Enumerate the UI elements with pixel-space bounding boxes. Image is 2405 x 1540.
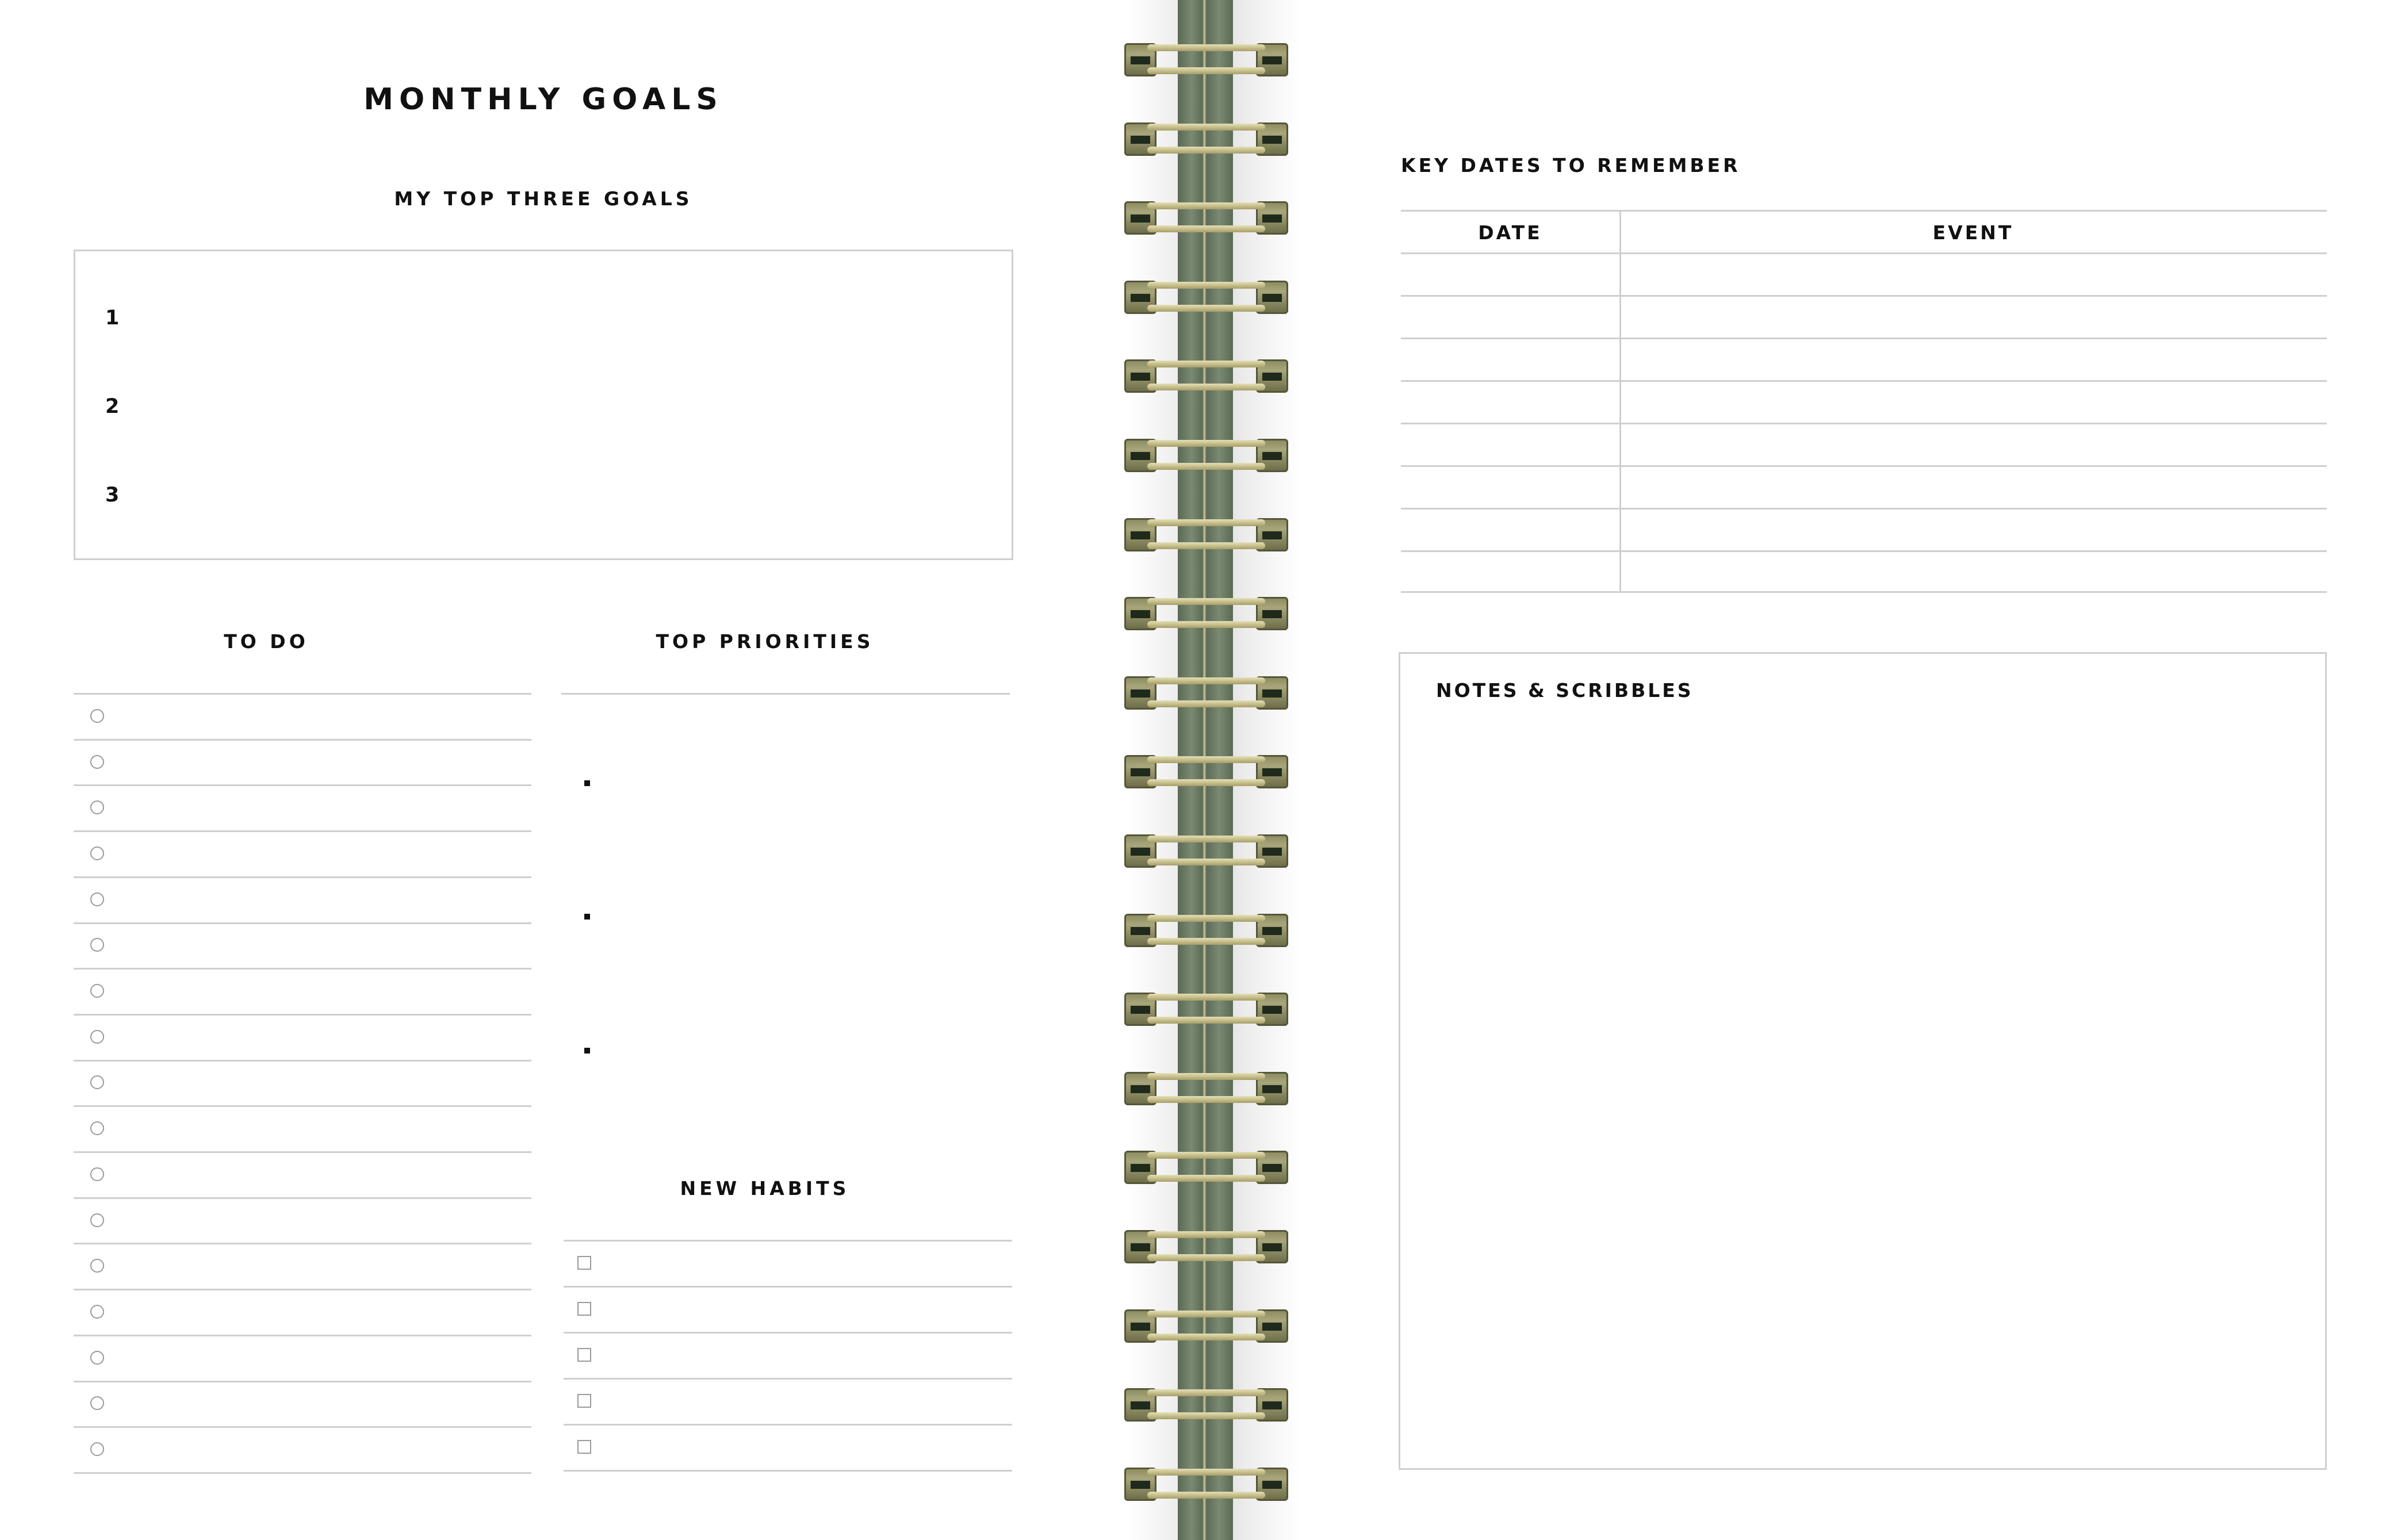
table-top-rule: [1401, 210, 2327, 212]
ring-wire-top: [1147, 677, 1265, 684]
ring-wire-top: [1147, 1311, 1265, 1317]
notes-box[interactable]: [1399, 652, 2327, 1470]
todo-row-line: [74, 1243, 531, 1244]
todo-row-line: [74, 1197, 531, 1199]
habit-rule: [564, 1240, 1012, 1242]
goal-number-1: 1: [105, 307, 120, 330]
todo-checkbox-circle[interactable]: [90, 709, 104, 723]
ring-wire-top: [1147, 361, 1265, 367]
todo-row-line: [74, 968, 531, 970]
ring-wire-bottom: [1147, 859, 1265, 865]
spiral-ring: [1124, 1468, 1288, 1501]
spiral-ring: [1124, 281, 1288, 314]
ring-wire-top: [1147, 598, 1265, 605]
todo-row-line: [74, 1151, 531, 1153]
spiral-ring: [1124, 676, 1288, 710]
todo-row-line: [74, 1289, 531, 1290]
ring-wire-top: [1147, 756, 1265, 763]
ring-wire-bottom: [1147, 1412, 1265, 1419]
todo-checkbox-circle[interactable]: [90, 800, 104, 814]
todo-checkbox-circle[interactable]: [90, 1121, 104, 1135]
todo-row-line: [74, 784, 531, 786]
todo-row-line: [74, 876, 531, 878]
ring-wire-top: [1147, 202, 1265, 209]
todo-checkbox-circle[interactable]: [90, 1075, 104, 1089]
spiral-ring: [1124, 43, 1288, 76]
todo-checkbox-circle[interactable]: [90, 1259, 104, 1273]
new-habits-heading: NEW HABITS: [680, 1177, 850, 1200]
ring-wire-top: [1147, 1073, 1265, 1080]
priority-bullet: [584, 914, 590, 920]
todo-checkbox-circle[interactable]: [90, 1305, 104, 1319]
priority-bullet: [584, 780, 590, 786]
todo-row-line: [74, 1335, 531, 1336]
todo-checkbox-circle[interactable]: [90, 938, 104, 952]
todo-row-line: [74, 1426, 531, 1428]
key-dates-table: [1401, 210, 2327, 592]
goal-number-3: 3: [105, 484, 120, 507]
todo-checkbox-circle[interactable]: [90, 1030, 104, 1044]
top-priorities-heading: TOP PRIORITIES: [656, 630, 874, 653]
table-column-divider: [1619, 210, 1621, 592]
goal-number-2: 2: [105, 395, 120, 418]
ring-wire-bottom: [1147, 463, 1265, 470]
ring-wire-bottom: [1147, 542, 1265, 549]
spiral-ring: [1124, 1388, 1288, 1422]
key-dates-heading: KEY DATES TO REMEMBER: [1401, 154, 1741, 177]
spiral-ring: [1124, 834, 1288, 868]
ring-wire-bottom: [1147, 147, 1265, 154]
ring-wire-top: [1147, 44, 1265, 51]
ring-wire-top: [1147, 915, 1265, 922]
ring-wire-bottom: [1147, 779, 1265, 786]
todo-row-line: [74, 1105, 531, 1107]
spiral-ring: [1124, 439, 1288, 472]
table-row-line: [1401, 465, 2327, 467]
habit-checkbox[interactable]: [577, 1440, 591, 1454]
top-goals-box: [74, 250, 1013, 560]
habit-row-line: [564, 1378, 1012, 1380]
ring-wire-bottom: [1147, 938, 1265, 945]
ring-wire-top: [1147, 440, 1265, 447]
table-row-line: [1401, 423, 2327, 424]
spiral-ring: [1124, 201, 1288, 235]
todo-checkbox-circle[interactable]: [90, 1351, 104, 1365]
habit-row-line: [564, 1424, 1012, 1426]
spiral-ring: [1124, 993, 1288, 1026]
priority-bullet: [584, 1048, 590, 1054]
spiral-ring: [1124, 1230, 1288, 1263]
ring-wire-bottom: [1147, 1096, 1265, 1103]
table-row-line: [1401, 550, 2327, 552]
todo-heading: TO DO: [224, 630, 309, 653]
table-row-line: [1401, 338, 2327, 339]
todo-row-line: [74, 1014, 531, 1016]
habit-row-line: [564, 1286, 1012, 1288]
todo-checkbox-circle[interactable]: [90, 984, 104, 998]
ring-wire-bottom: [1147, 384, 1265, 390]
ring-wire-bottom: [1147, 1175, 1265, 1182]
top-goals-heading: MY TOP THREE GOALS: [394, 187, 693, 210]
ring-wire-top: [1147, 1389, 1265, 1396]
ring-wire-top: [1147, 1469, 1265, 1476]
spiral-ring: [1124, 755, 1288, 788]
todo-row-line: [74, 922, 531, 924]
ring-wire-top: [1147, 282, 1265, 289]
todo-checkbox-circle[interactable]: [90, 846, 104, 860]
table-header-rule: [1401, 252, 2327, 254]
ring-wire-bottom: [1147, 225, 1265, 232]
habit-checkbox[interactable]: [577, 1256, 591, 1270]
page-title: MONTHLY GOALS: [363, 82, 723, 117]
notes-heading: NOTES & SCRIBBLES: [1436, 679, 1694, 702]
ring-wire-bottom: [1147, 67, 1265, 74]
todo-checkbox-circle[interactable]: [90, 1213, 104, 1227]
ring-wire-top: [1147, 994, 1265, 1001]
todo-row-line: [74, 739, 531, 741]
table-row-line: [1401, 508, 2327, 509]
ring-wire-top: [1147, 1152, 1265, 1159]
todo-checkbox-circle[interactable]: [90, 892, 104, 906]
spiral-ring: [1124, 597, 1288, 630]
spiral-ring: [1124, 914, 1288, 947]
todo-checkbox-circle[interactable]: [90, 755, 104, 769]
todo-checkbox-circle[interactable]: [90, 1396, 104, 1410]
ring-wire-bottom: [1147, 621, 1265, 628]
habit-checkbox[interactable]: [577, 1302, 591, 1316]
column-header-date: DATE: [1478, 221, 1542, 244]
spiral-ring: [1124, 518, 1288, 551]
ring-wire-top: [1147, 1231, 1265, 1238]
habit-row-line: [564, 1332, 1012, 1334]
spiral-ring: [1124, 1151, 1288, 1184]
spiral-ring: [1124, 359, 1288, 393]
ring-wire-bottom: [1147, 1254, 1265, 1261]
habit-checkbox[interactable]: [577, 1394, 591, 1408]
table-row-line: [1401, 591, 2327, 593]
table-row-line: [1401, 295, 2327, 297]
todo-rule: [74, 693, 531, 695]
column-header-event: EVENT: [1932, 221, 2014, 244]
todo-row-line: [74, 1381, 531, 1382]
todo-row-line: [74, 1060, 531, 1062]
todo-checkbox-circle[interactable]: [90, 1442, 104, 1456]
todo-row-line: [74, 830, 531, 832]
top-priorities-rule: [561, 693, 1010, 695]
spiral-ring: [1124, 1072, 1288, 1105]
ring-wire-bottom: [1147, 1334, 1265, 1340]
ring-wire-bottom: [1147, 305, 1265, 312]
spiral-ring: [1124, 1309, 1288, 1343]
ring-wire-bottom: [1147, 1492, 1265, 1499]
ring-wire-top: [1147, 836, 1265, 842]
todo-row-line: [74, 1472, 531, 1474]
habit-row-line: [564, 1470, 1012, 1472]
ring-wire-bottom: [1147, 1017, 1265, 1024]
table-row-line: [1401, 380, 2327, 382]
ring-wire-top: [1147, 124, 1265, 131]
ring-wire-top: [1147, 519, 1265, 526]
spiral-ring: [1124, 122, 1288, 156]
habit-checkbox[interactable]: [577, 1348, 591, 1362]
todo-checkbox-circle[interactable]: [90, 1167, 104, 1181]
ring-wire-bottom: [1147, 700, 1265, 707]
